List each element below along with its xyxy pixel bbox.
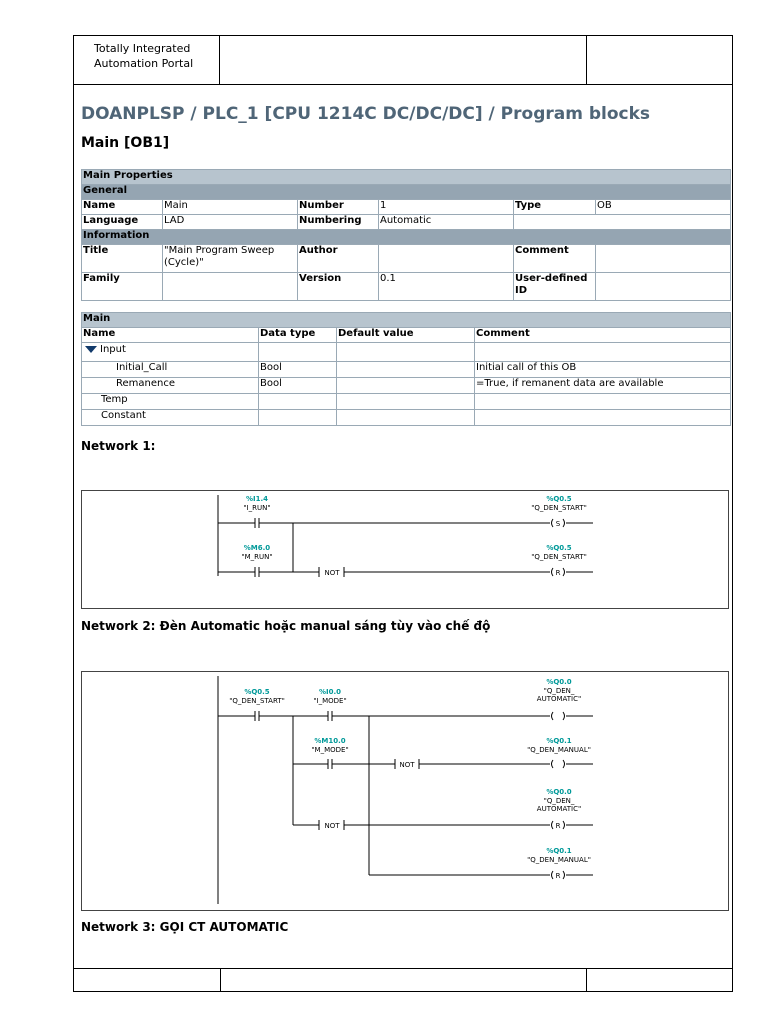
row-input[interactable]: Input: [82, 343, 259, 362]
network-1-ladder: [81, 490, 729, 609]
coil-q01-name: "Q_DEN_MANUAL": [527, 746, 591, 754]
label-type: Type: [514, 200, 596, 215]
section-general: General: [82, 185, 731, 200]
value-type: OB: [596, 200, 731, 215]
value-title: "Main Program Sweep (Cycle)": [163, 245, 298, 273]
page-header: [74, 36, 732, 85]
table-row: Remanence: [82, 378, 259, 394]
contact-m60-name: "M_RUN": [241, 553, 273, 561]
table-row: Initial_Call: [82, 362, 259, 378]
coil-q00-address: %Q0.0: [546, 678, 572, 686]
label-number: Number: [298, 200, 379, 215]
section-main-properties: Main Properties: [82, 170, 731, 185]
label-comment: Comment: [514, 245, 596, 273]
contact-m60-address: %M6.0: [243, 544, 271, 552]
coil-q00-name-line1: "Q_DEN_: [543, 687, 575, 695]
network-1-title: Network 1:: [81, 439, 156, 453]
value-numbering: Automatic: [379, 215, 514, 230]
coil-set-address: %Q0.5: [546, 495, 572, 503]
reset-coil-2-letter: R: [555, 872, 561, 880]
coil-q00-reset-name-line2: AUTOMATIC": [536, 805, 582, 813]
value-version: 0.1: [379, 273, 514, 301]
network-2-ladder: [81, 671, 729, 911]
coil-reset-name: "Q_DEN_START": [531, 553, 587, 561]
coil-set-name: "Q_DEN_START": [531, 504, 587, 512]
label-author: Author: [298, 245, 379, 273]
coil-q00-reset-name-line1: "Q_DEN_: [543, 797, 575, 805]
reset-coil-1-letter: R: [555, 822, 561, 830]
contact-q05-address: %Q0.5: [244, 688, 270, 696]
label-language: Language: [82, 215, 163, 230]
not-contact-2-label: NOT: [324, 822, 340, 830]
value-number: 1: [379, 200, 514, 215]
app-name: Totally Integrated Automation Portal: [74, 36, 220, 84]
contact-i14-address: %I1.4: [245, 495, 269, 503]
col-name: Name: [82, 328, 259, 343]
label-user-defined-id: User-defined ID: [514, 273, 596, 301]
label-title: Title: [82, 245, 163, 273]
interface-table: Main Name Data type Default value Comment Input Initial_Call Bool Initial call of this OB Remanence Bool =True, if remanent data are available Temp Constant: [81, 312, 731, 426]
contact-m100-address: %M10.0: [314, 737, 346, 745]
coil-q01-reset-name: "Q_DEN_MANUAL": [527, 856, 591, 864]
coil-q01-address: %Q0.1: [546, 737, 572, 745]
contact-i00-name: "I_MODE": [313, 697, 347, 705]
coil-q01-reset-address: %Q0.1: [546, 847, 572, 855]
network-2-title: Network 2: Đèn Automatic hoặc manual sáng tùy vào chế độ: [81, 619, 491, 633]
value-language: LAD: [163, 215, 298, 230]
contact-q05-name: "Q_DEN_START": [229, 697, 285, 705]
label-name: Name: [82, 200, 163, 215]
properties-table: [81, 169, 731, 301]
not-contact-1-label: NOT: [399, 761, 415, 769]
value-name: Main: [163, 200, 298, 215]
label-numbering: Numbering: [298, 215, 379, 230]
network-3-title: Network 3: GỌI CT AUTOMATIC: [81, 920, 289, 934]
page-footer: [74, 968, 732, 992]
coil-reset-address: %Q0.5: [546, 544, 572, 552]
contact-i00-address: %I0.0: [318, 688, 342, 696]
coil-q00-name-line2: AUTOMATIC": [536, 695, 582, 703]
page-title: DOANPLSP / PLC_1 [CPU 1214C DC/DC/DC] / Program blocks: [81, 104, 651, 124]
document-page: [73, 35, 733, 992]
contact-m100-name: "M_MODE": [311, 746, 349, 754]
col-comment: Comment: [475, 328, 731, 343]
set-coil-letter: S: [555, 520, 561, 528]
reset-coil-letter: R: [555, 569, 561, 577]
section-main: Main: [82, 313, 731, 328]
network-2-diagram: [82, 672, 728, 910]
section-information: Information: [82, 230, 731, 245]
label-version: Version: [298, 273, 379, 301]
label-family: Family: [82, 273, 163, 301]
triangle-down-icon[interactable]: [85, 346, 97, 353]
block-title: Main [OB1]: [81, 135, 170, 151]
contact-i14-name: "I_RUN": [243, 504, 271, 512]
col-default-value: Default value: [337, 328, 475, 343]
not-contact-label: NOT: [324, 569, 340, 577]
row-temp: Temp: [82, 394, 259, 410]
coil-q00-reset-address: %Q0.0: [546, 788, 572, 796]
network-1-diagram: [82, 491, 728, 608]
col-data-type: Data type: [259, 328, 337, 343]
row-constant: Constant: [82, 410, 259, 426]
